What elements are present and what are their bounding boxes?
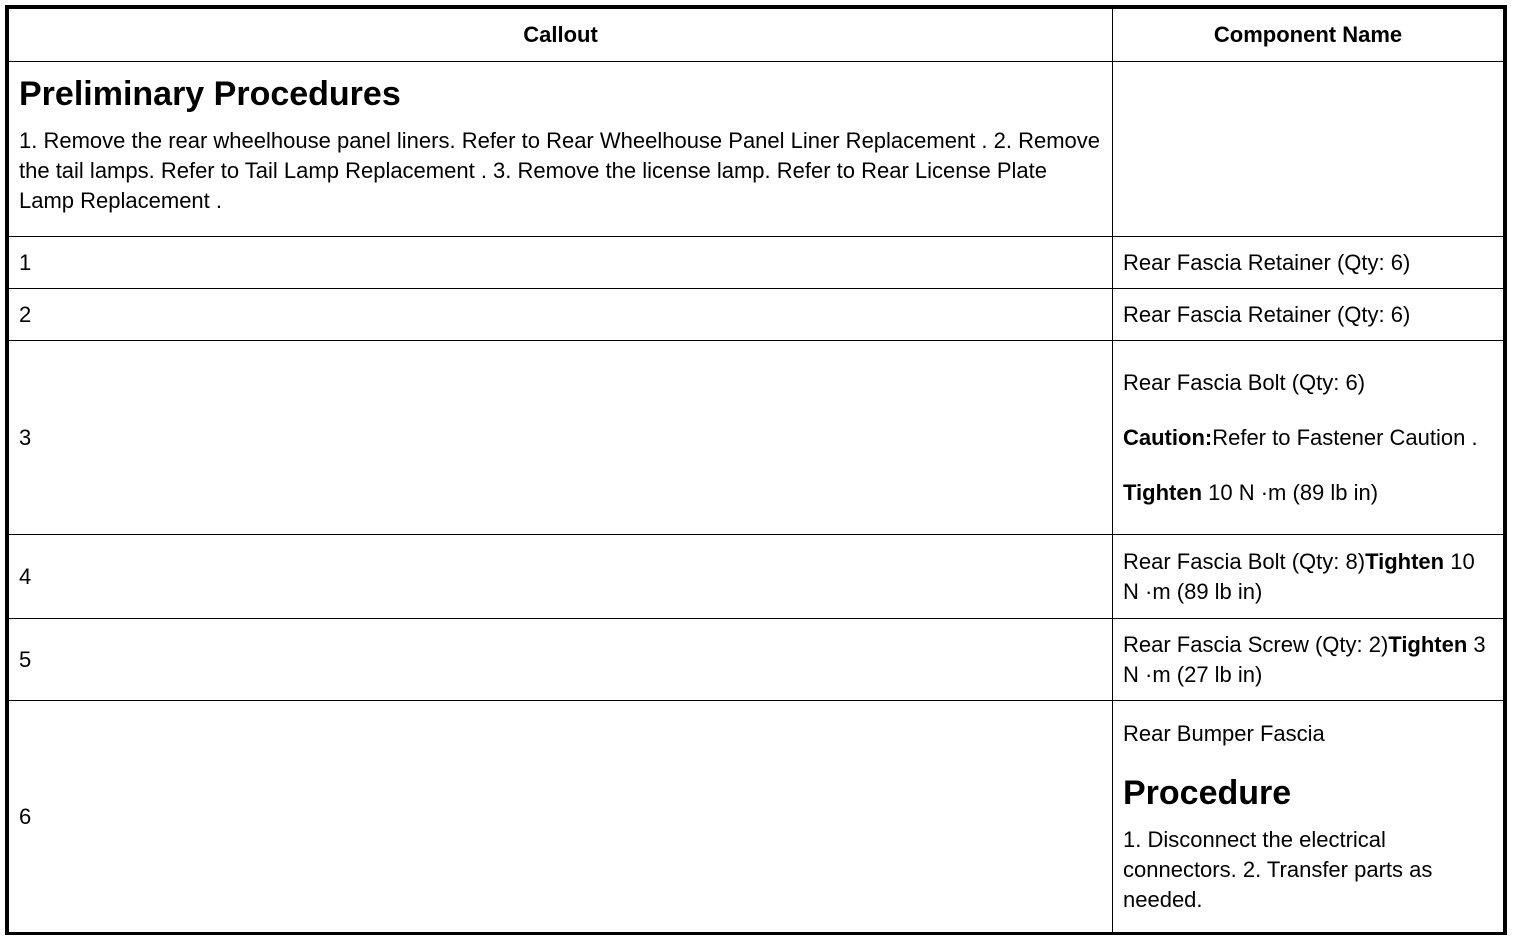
table-row [9, 289, 1504, 341]
component-table [8, 8, 1504, 933]
component-name: Rear Fascia Bolt (Qty: 8) [1123, 548, 1366, 574]
table-row [9, 535, 1504, 619]
procedure-text: 1. Disconnect the electrical connectors. 2. Transfer parts as needed. [1123, 826, 1433, 912]
table-row [9, 341, 1504, 535]
callout-cell: 2 [9, 289, 1113, 341]
caution-label: Caution: [1123, 424, 1213, 450]
caution-text: Refer to Fastener Caution . [1212, 424, 1478, 450]
component-name: Rear Fascia Screw (Qty: 2) [1123, 631, 1389, 657]
callout-cell: 3 [9, 341, 1113, 535]
component-name: Rear Bumper Fascia [1123, 720, 1325, 746]
preliminary-row [9, 62, 1504, 237]
table-row [9, 701, 1504, 933]
component-name-cell [1113, 341, 1504, 535]
component-name-cell [1113, 535, 1504, 619]
component-table-frame [5, 5, 1507, 935]
callout-cell: 4 [9, 535, 1113, 619]
torque-value: 10 N ·m (89 lb in) [1202, 479, 1379, 505]
component-name: Rear Fascia Bolt (Qty: 6) [1123, 369, 1366, 395]
caution-note [1123, 423, 1493, 453]
callout-cell: 6 [9, 701, 1113, 933]
procedure-title: Procedure [1123, 773, 1292, 812]
header-row [9, 9, 1504, 62]
torque-value: 3 N ·m (27 lb in) [1123, 631, 1486, 687]
component-name-cell [1113, 701, 1504, 933]
callout-cell: 5 [9, 619, 1113, 701]
preliminary-text: 1. Remove the rear wheelhouse panel liners. Refer to Rear Wheelhouse Panel Liner Replacement . 2. Remove the tail lamps. Refer to Tail Lamp Replacement . 3. Remove the license lamp. Refer to Rear License Plate Lamp Replacement . [19, 128, 1101, 213]
tighten-spec [1123, 478, 1493, 508]
tighten-label: Tighten [1365, 548, 1445, 574]
component-name-cell: Rear Fascia Retainer (Qty: 6) [1113, 237, 1504, 289]
torque-value: 10 N ·m (89 lb in) [1123, 548, 1475, 604]
table-row [9, 619, 1504, 701]
preliminary-title: Preliminary Procedures [19, 75, 401, 113]
callout-header: Callout [9, 9, 1113, 62]
component-spec [1123, 630, 1493, 690]
callout-cell: 1 [9, 237, 1113, 289]
tighten-label: Tighten [1388, 631, 1468, 657]
preliminary-empty-cell [1113, 62, 1504, 237]
preliminary-cell [9, 62, 1113, 237]
table-row [9, 237, 1504, 289]
component-name-cell: Rear Fascia Retainer (Qty: 6) [1113, 289, 1504, 341]
tighten-label: Tighten [1123, 479, 1203, 505]
component-name-cell [1113, 619, 1504, 701]
component-name-header: Component Name [1113, 9, 1504, 62]
component-spec [1123, 547, 1493, 607]
